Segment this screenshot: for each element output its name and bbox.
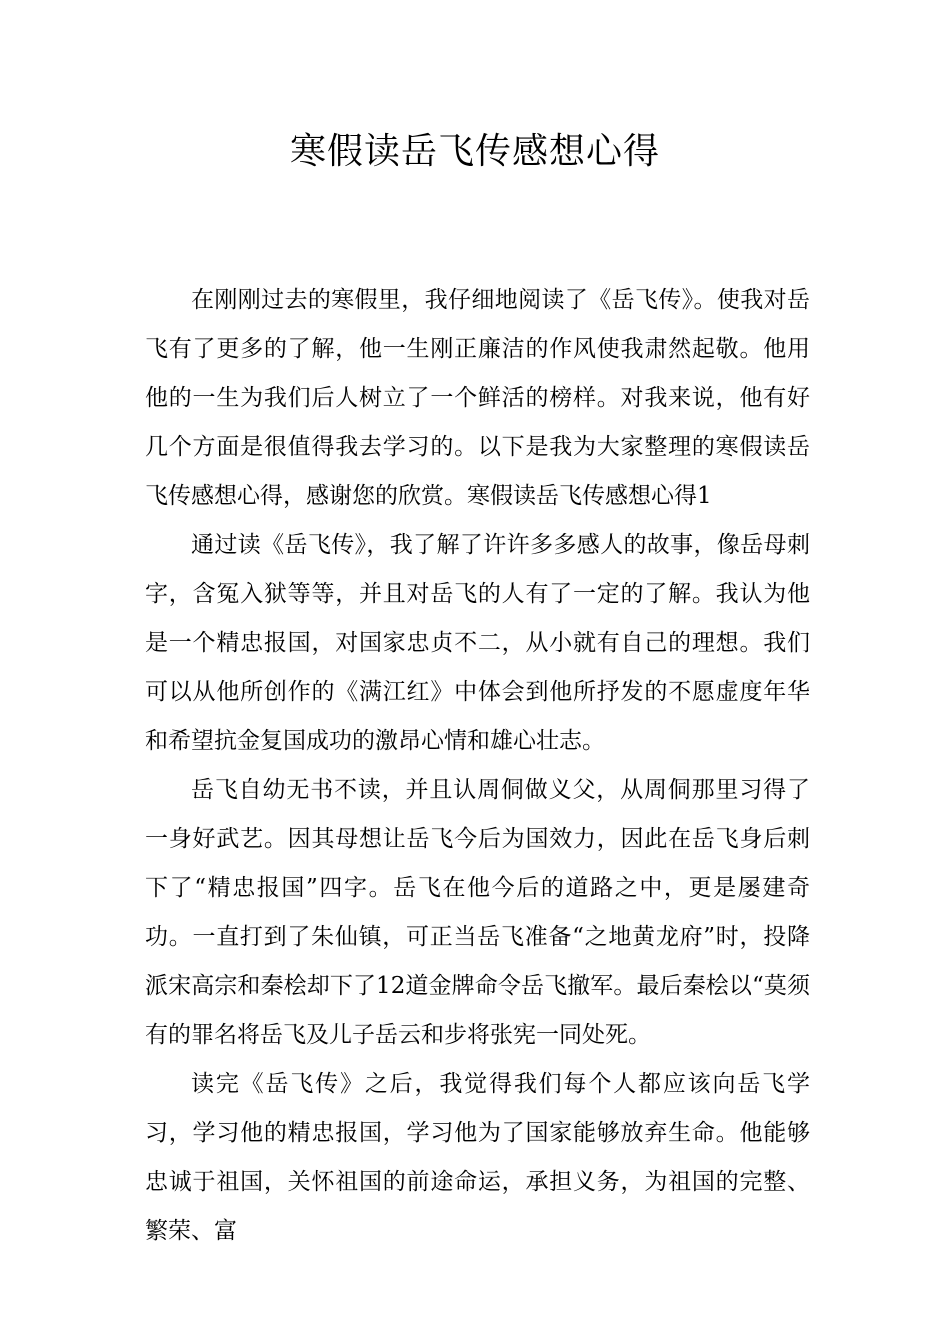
document-body [145,276,810,1256]
paragraph-reflection: 读完《岳飞传》之后，我觉得我们每个人都应该向岳飞学习，学习他的精忠报国，学习他为了国家能够放弃生命。他能够忠诚于祖国，关怀祖国的前途命运，承担义务，为祖国的完整、繁荣、富 [145,1071,810,1244]
paragraph-biography: 岳飞自幼无书不读，并且认周侗做义父，从周侗那里习得了一身好武艺。因其母想让岳飞今后为国效力，因此在岳飞身后刺下了“精忠报国”四字。岳飞在他今后的道路之中，更是屡建奇功。一直打到了朱仙镇，可正当岳飞准备“之地黄龙府”时，投降派宋高宗和秦桧却下了12道金牌命令岳飞撤军。最后秦桧以“莫须有的罪名将岳飞及儿子岳云和步将张宪一同处死。 [145,777,810,1048]
paragraph-reading: 通过读《岳飞传》，我了解了许许多多感人的故事，像岳母刺字，含冤入狱等等，并且对岳飞的人有了一定的了解。我认为他是一个精忠报国，对国家忠贞不二，从小就有自己的理想。我们可以从他所创作的《满江红》中体会到他所抒发的不愿虚度年华和希望抗金复国成功的激昂心情和雄心壮志。 [145,532,810,754]
document-title: 寒假读岳飞传感想心得 [289,131,660,172]
paragraph-intro: 在刚刚过去的寒假里，我仔细地阅读了《岳飞传》。使我对岳飞有了更多的了解，他一生刚正廉洁的作风使我肃然起敬。他用他的一生为我们后人树立了一个鲜活的榜样。对我来说，他有好几个方面是很值得我去学习的。以下是我为大家整理的寒假读岳飞传感想心得，感谢您的欣赏。寒假读岳飞传感想心得1 [145,287,810,509]
